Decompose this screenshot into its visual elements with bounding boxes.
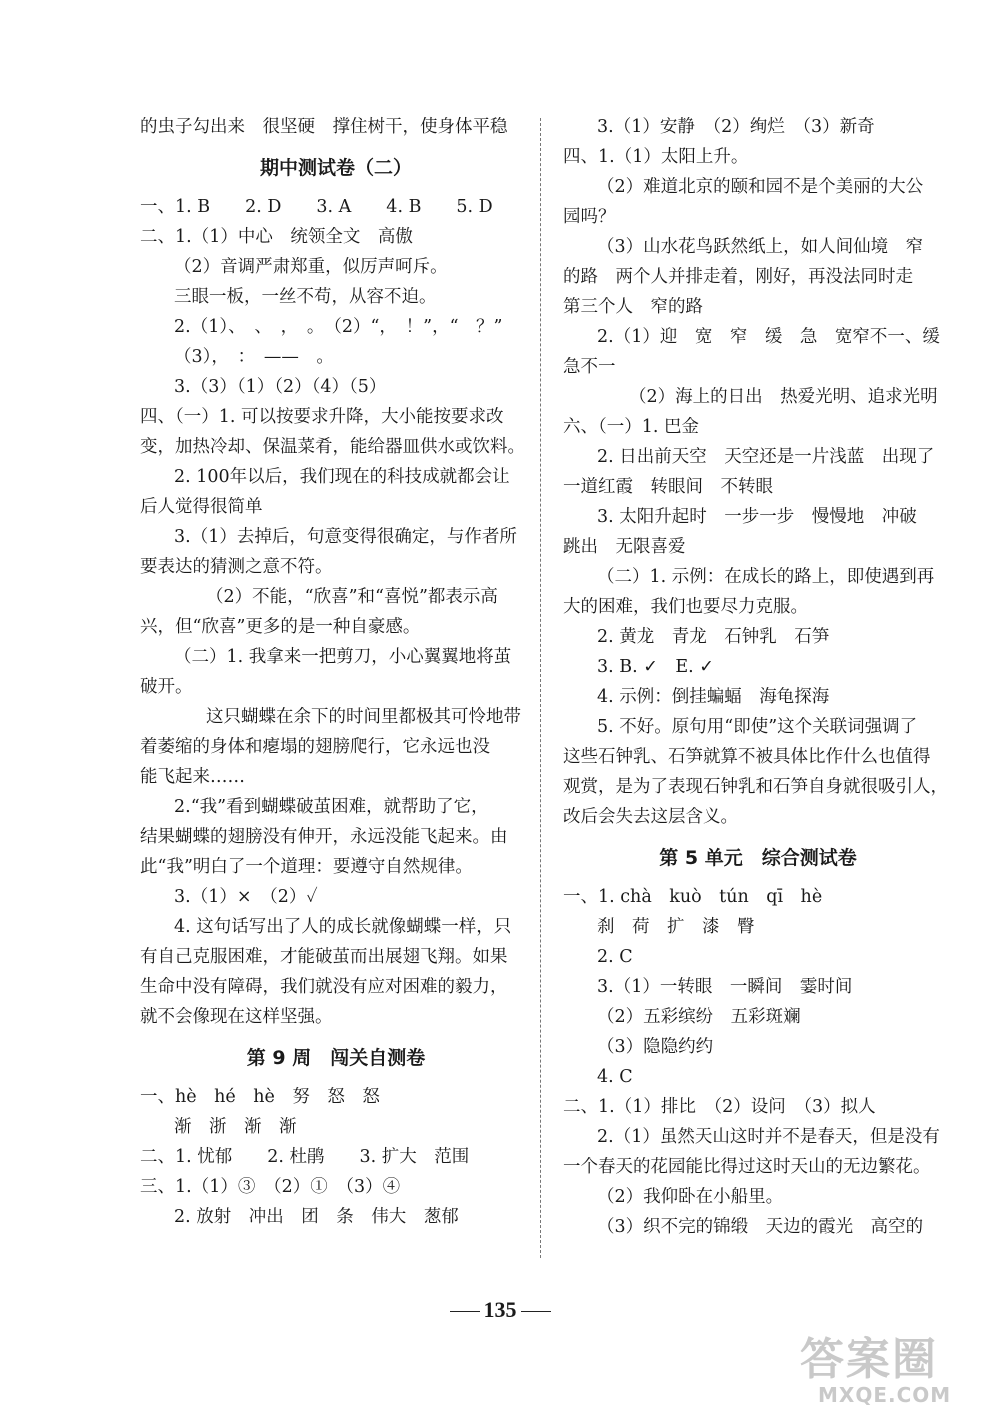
text-line: 3.（1）× （2）✓ [174, 887, 318, 907]
text-line: 的虫子勾出来 很坚硬 撑住树干，使身体平稳 [140, 117, 508, 137]
text-line: 5. 不好。原句用“即使”这个关联词强调了 [597, 717, 918, 737]
text-line: 此“我”明白了一个道理：要遵守自然规律。 [140, 857, 473, 877]
text-line: （2）难道北京的颐和园不是个美丽的大公 [597, 177, 924, 197]
watermark [800, 1336, 990, 1408]
text-line: 2. 日出前天空 天空还是一片浅蓝 出现了 [597, 447, 935, 467]
text-line: 第三个人 窄的路 [563, 297, 703, 317]
text-line: 三眼一板，一丝不苟，从容不迫。 [174, 287, 437, 307]
text-line: 2.“我”看到蝴蝶破茧困难，就帮助了它， [174, 797, 489, 817]
text-line: （二）1. 我拿来一把剪刀，小心翼翼地将茧 [174, 647, 512, 667]
text-line: 四、1.（1）太阳上升。 [563, 147, 749, 167]
text-line: 大的困难，我们也要尽力克服。 [563, 597, 808, 617]
text-line: 3.（1）去掉后，句意变得很确定，与作者所 [174, 527, 517, 547]
text-line: 3.（1）一转眼 一瞬间 霎时间 [597, 977, 853, 997]
page-number-dash-right [521, 1311, 551, 1312]
text-line: 4. 示例：倒挂蝙蝠 海龟探海 [597, 687, 830, 707]
text-line: 一道红霞 转眼间 不转眼 [563, 477, 773, 497]
text-line: 观赏，是为了表现石钟乳和石笋自身就很吸引人， [563, 777, 948, 797]
text-line: 一、1. B 2. D 3. A 4. B 5. D [140, 197, 493, 217]
text-line: 生命中没有障碍，我们就没有应对困难的毅力， [140, 977, 508, 997]
text-line: 能飞起来…… [140, 767, 245, 787]
text-line: 3. B. ✓ E. ✓ [597, 657, 714, 677]
text-line: 3.（1）安静 （2）绚烂 （3）新奇 [597, 117, 875, 137]
text-line: 一、hè hé hè 努 怒 怒 [140, 1087, 380, 1107]
text-line: 二、1. 忧郁 2. 杜鹃 3. 扩大 范围 [140, 1147, 470, 1167]
text-line: （3）织不完的锦缎 天边的霞光 高空的 [597, 1217, 924, 1237]
section-heading-midterm: 期中测试卷（二） [259, 157, 412, 179]
text-line: （2）音调严肃郑重，似厉声呵斥。 [174, 257, 448, 277]
text-line: 二、1.（1）排比 （2）设问 （3）拟人 [563, 1097, 876, 1117]
text-line: （2）海上的日出 热爱光明、追求光明 [629, 387, 938, 407]
column-divider [540, 118, 541, 1258]
page-number [0, 1297, 1000, 1323]
text-line: 兴，但“欣喜”更多的是一种自豪感。 [140, 617, 421, 637]
text-line: （3）隐隐约约 [597, 1037, 714, 1057]
text-line: 破开。 [140, 677, 193, 697]
watermark-url: MXQE.COM [818, 1383, 952, 1407]
left-column [140, 112, 532, 1232]
text-line: 跳出 无限喜爱 [563, 537, 686, 557]
text-line: （3）山水花鸟跃然纸上，如人间仙境 窄 [597, 237, 924, 257]
text-line: 2. 黄龙 青龙 石钟乳 石笋 [597, 627, 830, 647]
text-line: 一、1. chà kuò tún qī hè [563, 887, 823, 907]
text-line: 园吗？ [563, 207, 616, 227]
text-line: 2. 100年以后，我们现在的科技成就都会让 [174, 467, 510, 487]
text-line: 结果蝴蝶的翅膀没有伸开，永远没能飞起来。由 [140, 827, 508, 847]
text-line: 一个春天的花园能比得过这时天山的无边繁花。 [563, 1157, 931, 1177]
text-line: 有自己克服困难，才能破茧而出展翅飞翔。如果 [140, 947, 508, 967]
text-line: 二、1.（1）中心 统领全文 高傲 [140, 227, 413, 247]
text-line: 要表达的猜测之意不符。 [140, 557, 333, 577]
page-number-dash-left [450, 1311, 480, 1312]
text-line: 着萎缩的身体和瘪塌的翅膀爬行，它永远也没 [140, 737, 490, 757]
text-line: 2.（1）虽然天山这时并不是春天，但是没有 [597, 1127, 940, 1147]
watermark-logo: 答案圈 [800, 1334, 938, 1385]
text-line: （3）， ： —— 。 [174, 347, 334, 367]
text-line: 3. 太阳升起时 一步一步 慢慢地 冲破 [597, 507, 917, 527]
text-line: 2.（1）、 、 ， 。 （2）“， ！”，“ ？” [174, 317, 503, 337]
text-line: 2. 放射 冲出 团 条 伟大 葱郁 [174, 1207, 459, 1227]
text-line: 改后会失去这层含义。 [563, 807, 738, 827]
text-line: 4. 这句话写出了人的成长就像蝴蝶一样，只 [174, 917, 512, 937]
text-line: 2.（1）迎 宽 窄 缓 急 宽窄不一、缓 [597, 327, 940, 347]
text-line: 就不会像现在这样坚强。 [140, 1007, 333, 1027]
text-line: 急不一 [563, 357, 616, 377]
text-line: 四、（一）1. 可以按要求升降，大小能按要求改 [140, 407, 504, 427]
text-line: （2）五彩缤纷 五彩斑斓 [597, 1007, 801, 1027]
text-line: 的路 两个人并排走着，刚好，再没法同时走 [563, 267, 913, 287]
text-line: 变，加热冷却、保温菜肴，能给器皿供水或饮料。 [140, 437, 525, 457]
text-line: （2）我仰卧在小船里。 [597, 1187, 784, 1207]
text-line: 六、（一）1. 巴金 [563, 417, 700, 437]
text-line: （2）不能，“欣喜”和“喜悦”都表示高 [206, 587, 498, 607]
text-line: 3.（3）（1）（2）（4）（5） [174, 377, 387, 397]
section-heading-unit5: 第 5 单元 综合测试卷 [659, 847, 857, 869]
text-line: 4. C [597, 1067, 633, 1087]
page-number-value: 135 [483, 1297, 517, 1322]
text-line: 这只蝴蝶在余下的时间里都极其可怜地带 [206, 707, 521, 727]
text-line: 渐 浙 渐 渐 [174, 1117, 297, 1137]
right-column [563, 112, 953, 1242]
text-line: 2. C [597, 947, 633, 967]
text-line: 后人觉得很简单 [140, 497, 263, 517]
section-heading-week9: 第 9 周 闯关自测卷 [246, 1047, 426, 1069]
text-line: 刹 荷 扩 漆 臀 [597, 917, 755, 937]
text-line: 这些石钟乳、石笋就算不被具体比作什么也值得 [563, 747, 931, 767]
text-line: （二）1. 示例：在成长的路上，即使遇到再 [597, 567, 935, 587]
text-line: 三、1.（1）③ （2）① （3）④ [140, 1177, 401, 1197]
